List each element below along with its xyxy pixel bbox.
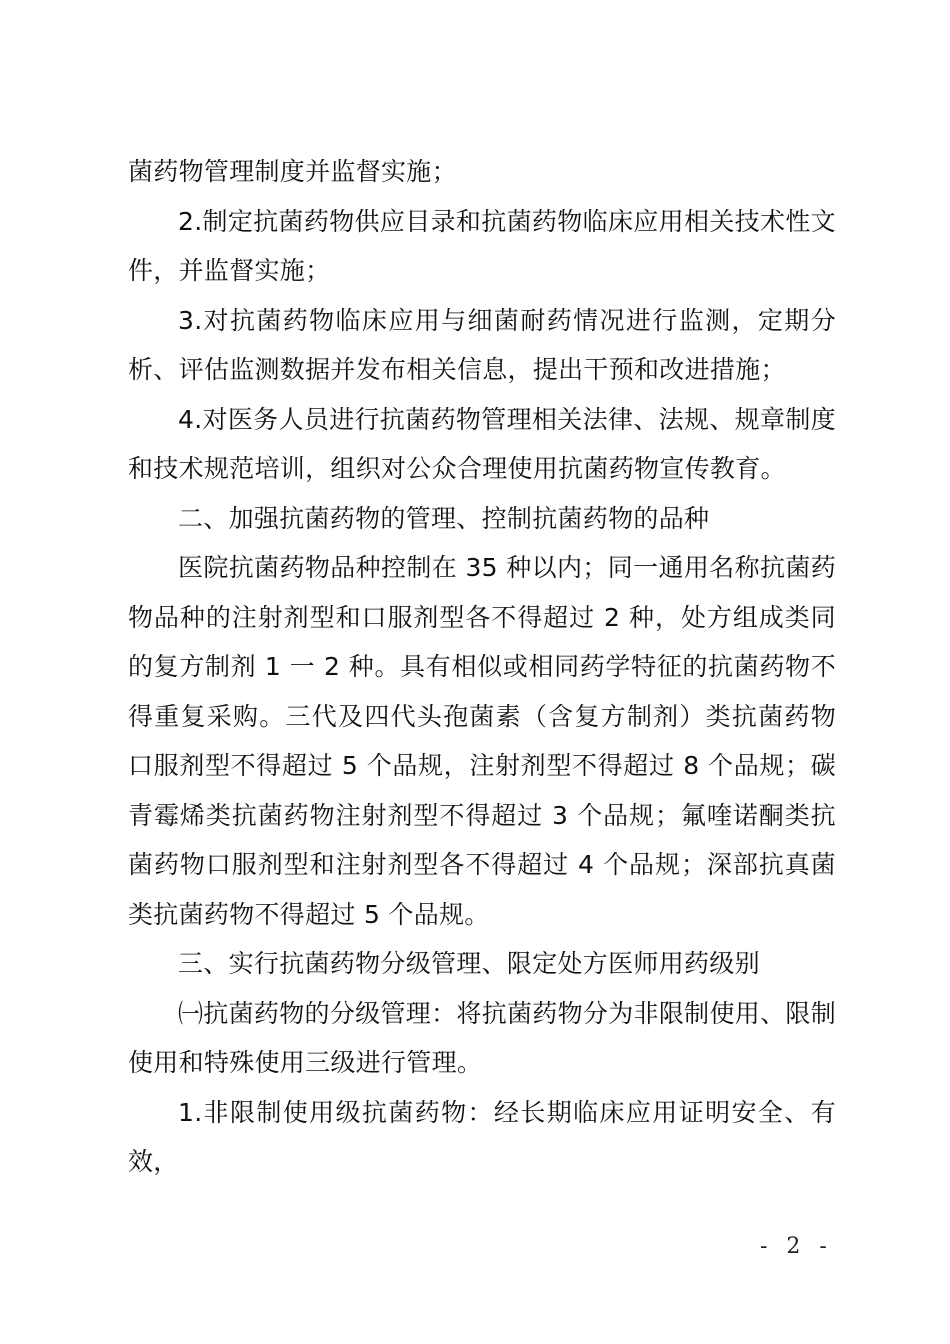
section-heading-2: 二、加强抗菌药物的管理、控制抗菌药物的品种 <box>178 503 710 533</box>
paragraph-variety-control: 医院抗菌药物品种控制在 35 种以内；同一通用名称抗菌药物品种的注射剂型和口服剂型各不得超过 2 种，处方组成类同的复方制剂 1 一 2 种。具有相似或相同药学特征的抗菌药物不得重复采购。三代及四代头孢菌素（含复方制剂）类抗菌药物口服剂型不得超过 5 个品规，注射剂型不得超过 8 个品规；碳青霉烯类抗菌药物注射剂型不得超过 3 个品规；氟喹诺酮类抗菌药物口服剂型和注射剂型各不得超过 4 个品规；深部抗真菌类抗菌药物不得超过 5 个品规。 <box>128 553 836 929</box>
paragraph-item-3: 3.对抗菌药物临床应用与细菌耐药情况进行监测，定期分析、评估监测数据并发布相关信息，提出干预和改进措施； <box>128 305 836 384</box>
paragraph-continuation: 菌药物管理制度并监督实施； <box>128 157 457 186</box>
page-number: - 2 - <box>760 1234 833 1259</box>
document-body <box>128 147 836 1187</box>
paragraph-nonrestricted-level: 1.非限制使用级抗菌药物：经长期临床应用证明安全、有效， <box>128 1097 836 1176</box>
paragraph-item-4: 4.对医务人员进行抗菌药物管理相关法律、法规、规章制度和技术规范培训，组织对公众合理使用抗菌药物宣传教育。 <box>128 404 836 483</box>
paragraph-item-2: 2.制定抗菌药物供应目录和抗菌药物临床应用相关技术性文件，并监督实施； <box>128 206 836 285</box>
paragraph-classification: ㈠抗菌药物的分级管理：将抗菌药物分为非限制使用、限制使用和特殊使用三级进行管理。 <box>128 998 836 1077</box>
section-heading-3: 三、实行抗菌药物分级管理、限定处方医师用药级别 <box>178 949 760 978</box>
